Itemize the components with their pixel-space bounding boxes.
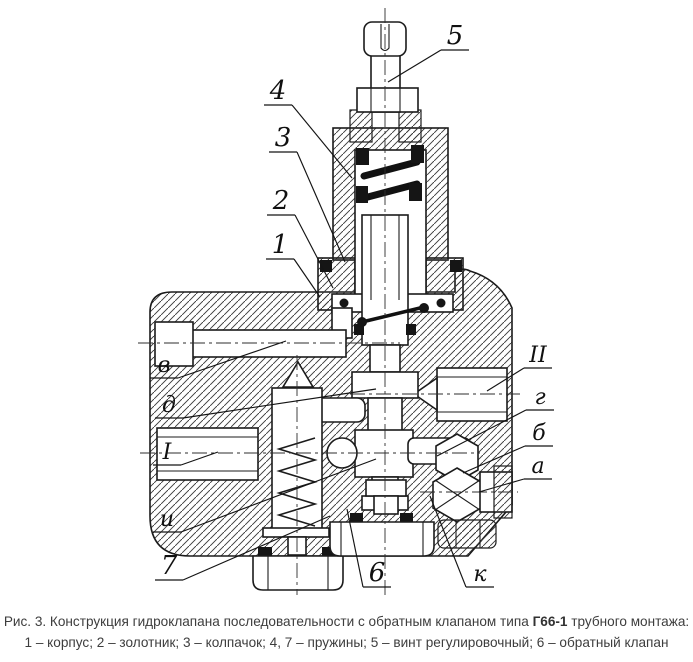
callout-g-label: г xyxy=(534,385,546,410)
spring-seat xyxy=(263,528,329,537)
port-I xyxy=(157,428,258,480)
seal-ring-right xyxy=(450,260,462,272)
figure-caption xyxy=(0,611,693,653)
callout-3-label: 3 xyxy=(274,123,292,153)
callout-1 xyxy=(266,230,320,297)
callout-5-label: 5 xyxy=(446,21,464,51)
callout-I-label: I xyxy=(162,440,172,465)
caption-line1-prefix: Рис. 3. Конструкция гидроклапана последовательности с обратным клапаном типа xyxy=(3,614,533,629)
adjusting-screw xyxy=(350,22,421,142)
callout-1-label: 1 xyxy=(271,230,289,260)
callout-b-label: б xyxy=(532,421,546,446)
caption-line1-suffix: трубного монтажа: xyxy=(567,614,690,629)
callout-k-label: к xyxy=(473,562,487,587)
callout-4-label: 4 xyxy=(269,76,287,106)
spool-land-lower xyxy=(355,430,413,477)
caption-type-code: Г66-1 xyxy=(532,614,568,629)
bottom-plug-left xyxy=(253,556,343,590)
caption-line-2: 1 – корпус; 2 – золотник; 3 – колпачок; 4, 7 – пружины; 5 – винт регулировочный; 6 – обратный клапан xyxy=(24,635,669,650)
callout-i-label: и xyxy=(159,507,175,532)
bottom-plug-centre xyxy=(330,522,434,556)
callout-v-label: в xyxy=(157,353,171,378)
callout-6-label: 6 xyxy=(368,558,386,588)
callout-2-label: 2 xyxy=(272,186,290,216)
port-II xyxy=(437,368,507,421)
callout-d-label: д xyxy=(162,393,176,418)
callout-a-label: а xyxy=(531,454,545,479)
callout-7-label: 7 xyxy=(160,551,178,581)
callout-II-label: II xyxy=(529,343,547,368)
caption-line-1 xyxy=(0,611,693,632)
lock-nut xyxy=(357,88,418,112)
plug-lower-right xyxy=(438,520,496,548)
